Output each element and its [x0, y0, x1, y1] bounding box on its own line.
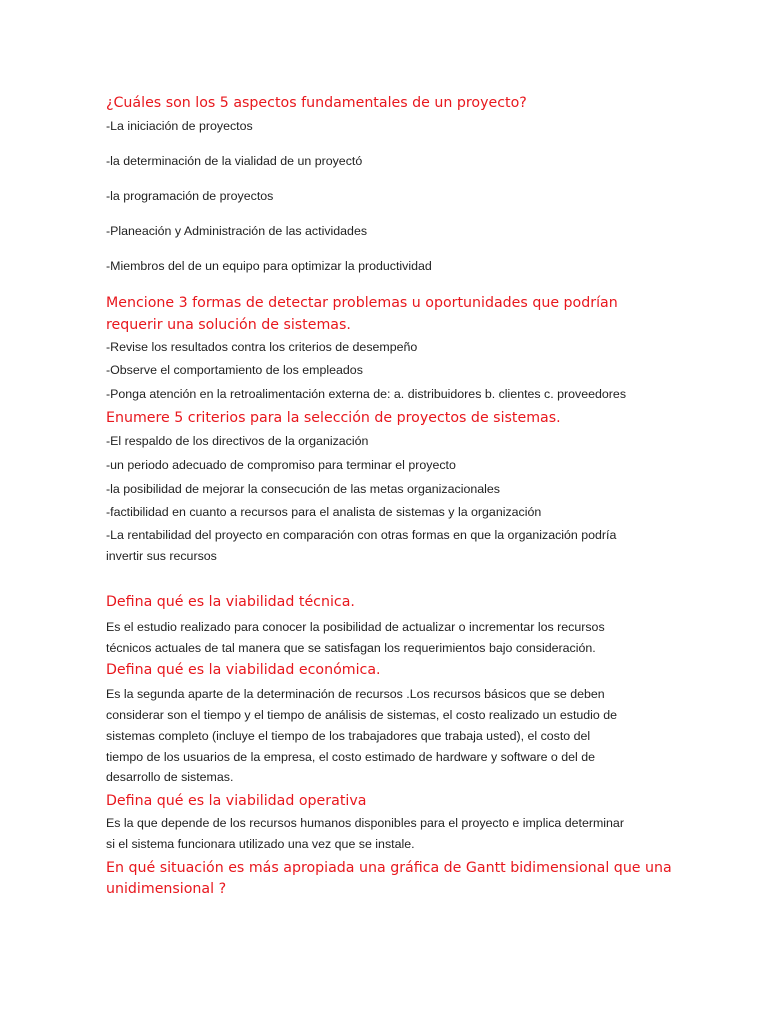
answer-line: -la programación de proyectos — [106, 189, 274, 203]
answer-line: -Planeación y Administración de las actividades — [106, 224, 368, 238]
paragraph-line: Es el estudio realizado para conocer la posibilidad de actualizar o incrementar los recursos — [106, 620, 605, 634]
question-heading-detectar-problemas-cont: requerir una solución de sistemas. — [106, 317, 351, 333]
paragraph-line: si el sistema funcionara utilizado una vez que se instale. — [106, 837, 415, 851]
answer-line: -El respaldo de los directivos de la organización — [106, 434, 369, 448]
question-heading-viabilidad-operativa: Defina qué es la viabilidad operativa — [106, 793, 367, 809]
paragraph-line: Es la segunda aparte de la determinación de recursos .Los recursos básicos que se deben — [106, 687, 605, 701]
answer-line: -Revise los resultados contra los criterios de desempeño — [106, 340, 418, 354]
answer-line: -la posibilidad de mejorar la consecución de las metas organizacionales — [106, 482, 500, 496]
paragraph-line: desarrollo de sistemas. — [106, 770, 234, 784]
question-heading-gantt-cont: unidimensional ? — [106, 881, 227, 897]
answer-line: -Miembros del de un equipo para optimizar la productividad — [106, 259, 432, 273]
paragraph-line: sistemas completo (incluye el tiempo de los trabajadores que trabaja usted), el costo del — [106, 729, 591, 743]
answer-line: invertir sus recursos — [106, 549, 217, 563]
question-heading-aspectos: ¿Cuáles son los 5 aspectos fundamentales de un proyecto? — [106, 95, 527, 111]
question-heading-detectar-problemas: Mencione 3 formas de detectar problemas u oportunidades que podrían — [106, 295, 618, 311]
answer-line: -un periodo adecuado de compromiso para terminar el proyecto — [106, 458, 456, 472]
question-heading-criterios: Enumere 5 criterios para la selección de proyectos de sistemas. — [106, 410, 561, 426]
answer-line: -Ponga atención en la retroalimentación externa de: a. distribuidores b. clientes c. proveedores — [106, 387, 627, 401]
answer-line: -La rentabilidad del proyecto en comparación con otras formas en que la organización podría — [106, 528, 617, 542]
question-heading-gantt: En qué situación es más apropiada una gráfica de Gantt bidimensional que una — [106, 860, 672, 876]
question-heading-viabilidad-tecnica: Defina qué es la viabilidad técnica. — [106, 594, 355, 610]
paragraph-line: considerar son el tiempo y el tiempo de análisis de sistemas, el costo realizado un estudio de — [106, 708, 618, 722]
question-heading-viabilidad-economica: Defina qué es la viabilidad económica. — [106, 662, 381, 678]
answer-line: -La iniciación de proyectos — [106, 119, 253, 133]
answer-line: -factibilidad en cuanto a recursos para el analista de sistemas y la organización — [106, 505, 542, 519]
answer-line: -Observe el comportamiento de los empleados — [106, 363, 363, 377]
paragraph-line: Es la que depende de los recursos humanos disponibles para el proyecto e implica determinar — [106, 816, 624, 830]
paragraph-line: técnicos actuales de tal manera que se satisfagan los requerimientos bajo consideración. — [106, 641, 596, 655]
answer-line: -la determinación de la vialidad de un proyectó — [106, 154, 363, 168]
paragraph-line: tiempo de los usuarios de la empresa, el costo estimado de hardware y software o del de — [106, 750, 596, 764]
